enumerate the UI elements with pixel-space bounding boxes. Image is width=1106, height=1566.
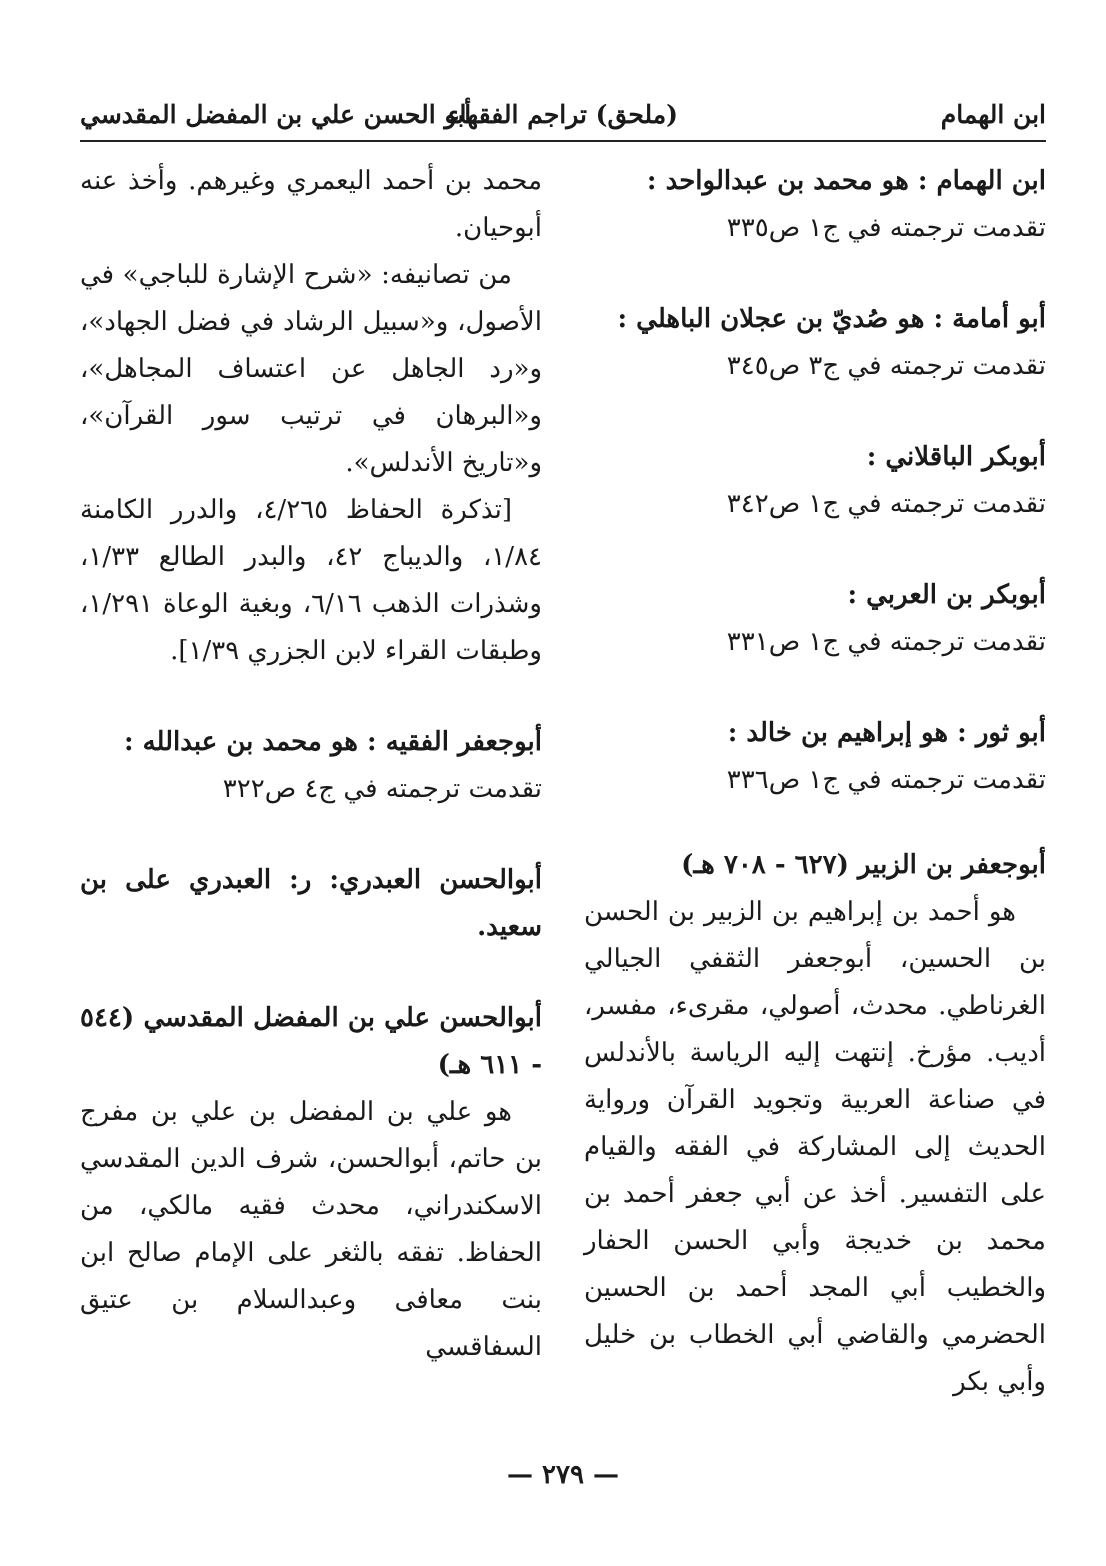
entry-reference: تقدمت ترجمته في ج٣ ص٣٤٥ [726, 351, 1046, 381]
entry-body: هو علي بن المفضل بن علي بن مفرج بن حاتم، أبوالحسن، شرف الدين المقدسي الاسكندراني، محدث فقيه مالكي، من الحفاظ. تفقه بالثغر على الإمام صالح ابن بنت معافى وعبدالسلام بن عتيق السفاقسي [80, 1097, 542, 1362]
document-page [80, 90, 1046, 1510]
entry-title: أبوجعفر الفقيه : هو محمد بن عبدالله : [123, 727, 542, 757]
entry-reference: تقدمت ترجمته في ج١ ص٣٣٥ [726, 213, 1046, 243]
running-head-left: أبو الحسن علي بن المفضل المقدسي [80, 100, 472, 129]
entry-title: ابن الهمام : هو محمد بن عبدالواحد : [646, 166, 1046, 196]
running-head-center: (ملحق) تراجم الفقهاء [447, 100, 678, 129]
entry-body: هو أحمد بن إبراهيم بن الزبير بن الحسن بن الحسين، أبوجعفر الثقفي الجيالي الغرناطي. محدث، أصولي، مقرىء، مفسر، أديب. مؤرخ. إنتهت إليه الرياسة بالأندلس في صناعة العربية وتجويد القرآن ورواية الحديث إلى المشاركة في الفقه والقيام على التفسير. أخذ عن أبي جعفر أحمد بن محمد بن خديجة وأبي الحسن الحفار والخطيب أبي المجد أحمد بن الحسين الحضرمي والقاضي أبي الخطاب بن خليل وأبي بكر [584, 897, 1046, 1397]
entry-title: أبوبكر بن العربي : [847, 580, 1046, 610]
entry-title: أبوبكر الباقلاني : [866, 442, 1046, 472]
running-header [80, 90, 1046, 142]
left-column [80, 158, 542, 1371]
entry-reference: تقدمت ترجمته في ج١ ص٣٣١ [726, 627, 1046, 657]
entry-reference: تقدمت ترجمته في ج١ ص٣٤٢ [726, 489, 1046, 519]
entry-reference: تقدمت ترجمته في ج١ ص٣٣٦ [726, 765, 1046, 795]
right-column [584, 158, 1046, 1406]
entry-works: من تصانيفه: «شرح الإشارة للباجي» في الأصول، و«سبيل الرشاد في فضل الجهاد»، و«رد الجاهل عن اعتساف المجاهل»، و«البرهان في ترتيب سور القرآن»، و«تاريخ الأندلس». [80, 260, 542, 478]
entry-title: أبو أمامة : هو صُديّ بن عجلان الباهلي : [617, 304, 1046, 334]
page-number: — ٢٧٩ — [506, 1460, 620, 1490]
entry-reference: تقدمت ترجمته في ج٤ ص٣٢٢ [222, 774, 542, 804]
running-head-right: ابن الهمام [940, 100, 1046, 129]
entry-title: أبو ثور : هو إبراهيم بن خالد : [727, 718, 1046, 748]
entry-title: أبوالحسن علي بن المفضل المقدسي (٥٤٤ - ٦١١ هـ) [80, 1003, 542, 1080]
entry-title: أبوجعفر بن الزبير (٦٢٧ - ٧٠٨ هـ) [681, 850, 1046, 880]
entry-continuation: محمد بن أحمد اليعمري وغيرهم. وأخذ عنه أبوحيان. [80, 166, 542, 243]
entry-title: أبوالحسن العبدري: ر: العبدري على بن سعيد. [80, 865, 542, 942]
entry-sources: [تذكرة الحفاظ ٤/٢٦٥، والدرر الكامنة ١/٨٤، والديباج ٤٢، والبدر الطالع ١/٣٣، وشذرات الذهب ٦/١٦، وبغية الوعاة ١/٢٩١، وطبقات القراء لابن الجزري ١/٣٩]. [80, 495, 542, 666]
